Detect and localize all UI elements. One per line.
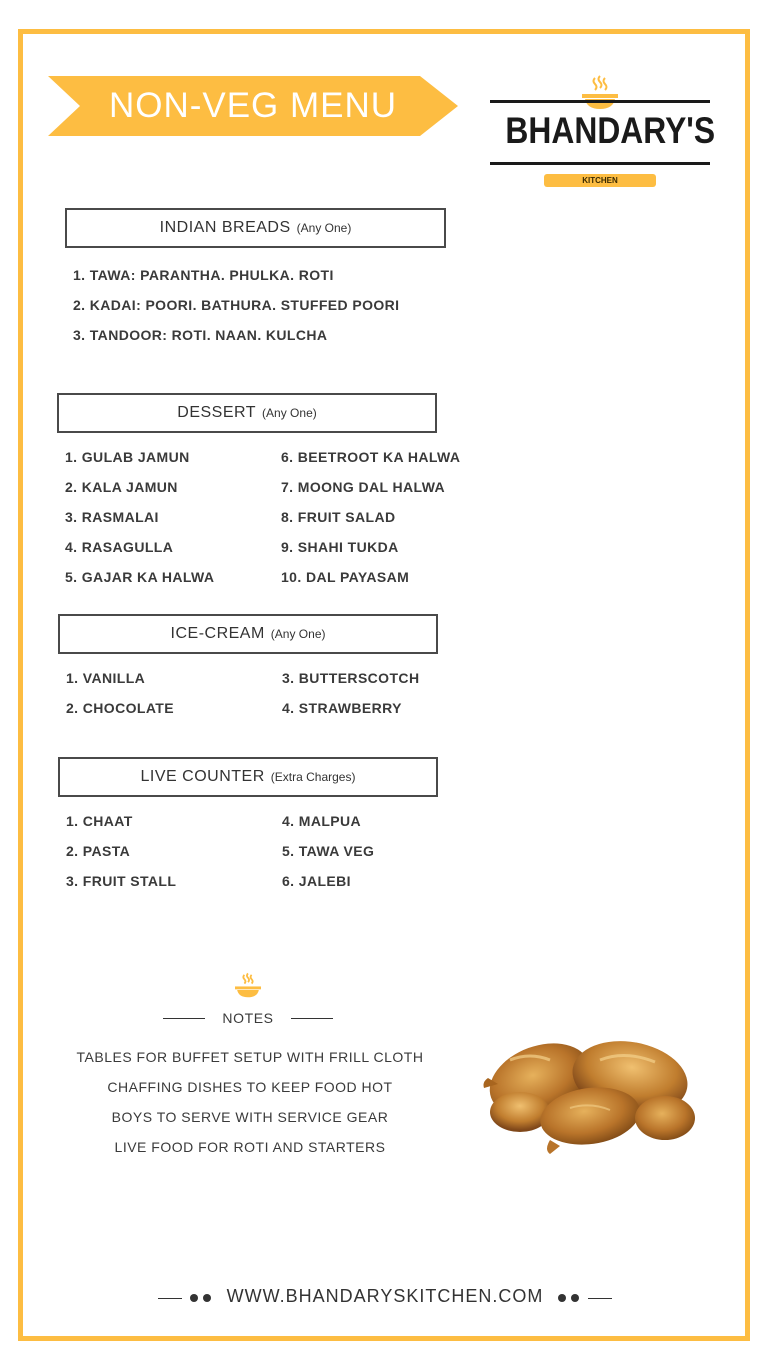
menu-item: 6. JALEBI <box>282 873 351 889</box>
footer-website <box>150 1286 620 1310</box>
menu-item: 2. PASTA <box>66 843 131 859</box>
website-link[interactable]: WWW.BHANDARYSKITCHEN.COM <box>226 1286 544 1306</box>
menu-item: 3. RASMALAI <box>65 509 159 525</box>
menu-item: 4. STRAWBERRY <box>282 700 402 716</box>
menu-item: 1. CHAAT <box>66 813 133 829</box>
menu-item: 4. RASAGULLA <box>65 539 174 555</box>
menu-item: 5. GAJAR KA HALWA <box>65 569 215 585</box>
menu-item: 8. FRUIT SALAD <box>281 509 396 525</box>
menu-item: 2. KADAI: POORI. BATHURA. STUFFED POORI <box>73 297 400 313</box>
menu-item: 7. MOONG DAL HALWA <box>281 479 446 495</box>
steaming-bowl-icon <box>235 972 261 998</box>
menu-item: 1. TAWA: PARANTHA. PHULKA. ROTI <box>73 267 334 283</box>
section-header-indian-breads <box>65 208 446 248</box>
menu-title: NON-VEG MENU <box>108 86 398 125</box>
note-line: LIVE FOOD FOR ROTI AND STARTERS <box>114 1139 386 1155</box>
menu-item: 10. DAL PAYASAM <box>281 569 410 585</box>
brand-logo <box>490 74 716 190</box>
logo-rule-top <box>490 100 710 103</box>
section-note: (Any One) <box>262 406 317 420</box>
roast-chicken-image <box>480 1020 704 1156</box>
menu-title-banner <box>48 76 458 136</box>
notes-heading <box>163 1008 333 1030</box>
menu-item: 1. GULAB JAMUN <box>65 449 190 465</box>
logo-brand-name: BHANDARY'S <box>505 110 716 151</box>
logo-subtitle: KITCHEN <box>544 174 656 187</box>
menu-item: 6. BEETROOT KA HALWA <box>281 449 461 465</box>
notes-title: NOTES <box>222 1010 274 1026</box>
divider <box>291 1018 333 1019</box>
menu-item: 4. MALPUA <box>282 813 362 829</box>
section-title: LIVE COUNTER <box>140 768 265 785</box>
menu-item: 3. BUTTERSCOTCH <box>282 670 420 686</box>
section-header-dessert <box>57 393 437 433</box>
menu-item: 5. TAWA VEG <box>282 843 375 859</box>
note-line: BOYS TO SERVE WITH SERVICE GEAR <box>111 1109 389 1125</box>
menu-item: 1. VANILLA <box>66 670 146 686</box>
note-line: CHAFFING DISHES TO KEEP FOOD HOT <box>107 1079 393 1095</box>
decorative-dot <box>571 1294 579 1302</box>
section-title: ICE-CREAM <box>170 625 265 642</box>
section-title: DESSERT <box>177 404 257 421</box>
steaming-bowl-icon <box>582 74 618 110</box>
section-title: INDIAN BREADS <box>159 219 291 236</box>
note-line: TABLES FOR BUFFET SETUP WITH FRILL CLOTH <box>76 1049 424 1065</box>
section-header-live-counter <box>58 757 438 797</box>
section-header-ice-cream <box>58 614 438 654</box>
menu-item: 2. KALA JAMUN <box>65 479 178 495</box>
section-note: (Any One) <box>270 627 326 641</box>
logo-rule-bottom <box>490 162 710 165</box>
menu-item: 2. CHOCOLATE <box>66 700 174 716</box>
menu-item: 3. FRUIT STALL <box>66 873 177 889</box>
menu-item: 9. SHAHI TUKDA <box>281 539 399 555</box>
menu-item: 3. TANDOOR: ROTI. NAAN. KULCHA <box>73 327 328 343</box>
decorative-dot <box>558 1294 566 1302</box>
section-note: (Any One) <box>296 221 352 235</box>
divider <box>588 1298 612 1299</box>
section-note: (Extra Charges) <box>270 770 356 784</box>
